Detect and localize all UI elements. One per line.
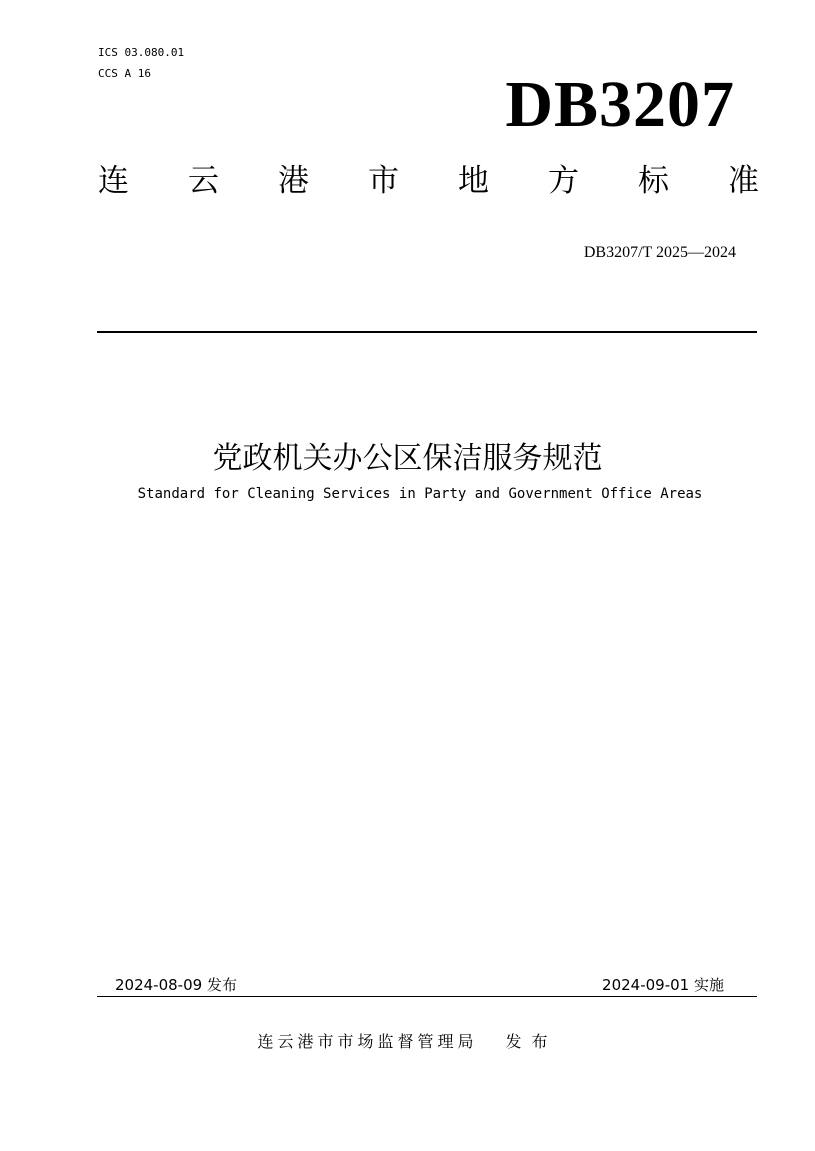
classification-codes (98, 42, 184, 84)
ics-code: ICS 03.080.01 (98, 46, 185, 59)
standard-type-char: 准 (728, 163, 759, 199)
title-chinese: 党政机关办公区保洁服务规范 (212, 441, 603, 476)
issue-date: 2024-08-09 发布 (115, 976, 237, 994)
issuer (0, 1030, 815, 1054)
dates-row (97, 974, 757, 997)
header-divider (97, 331, 757, 333)
title-english: Standard for Cleaning Services in Party and Government Office Areas (137, 486, 703, 502)
standard-type-char: 地 (458, 163, 489, 199)
standard-number: DB3207/T 2025—2024 (583, 244, 736, 261)
standard-type-char: 方 (548, 163, 579, 199)
implementation-date: 2024-09-01 实施 (602, 976, 724, 994)
standard-type-char: 云 (188, 163, 219, 199)
issuer-action: 发布 (505, 1032, 558, 1051)
standard-type-char: 市 (368, 163, 399, 199)
issuer-organization: 连云港市市场监督管理局 (257, 1032, 478, 1051)
standard-prefix-code: DB3207 (505, 68, 735, 141)
standard-type-char: 港 (278, 163, 309, 199)
standard-type-heading (98, 156, 759, 206)
standard-type-char: 连 (98, 163, 129, 199)
standard-type-char: 标 (638, 163, 669, 199)
ccs-code: CCS A 16 (98, 67, 151, 80)
